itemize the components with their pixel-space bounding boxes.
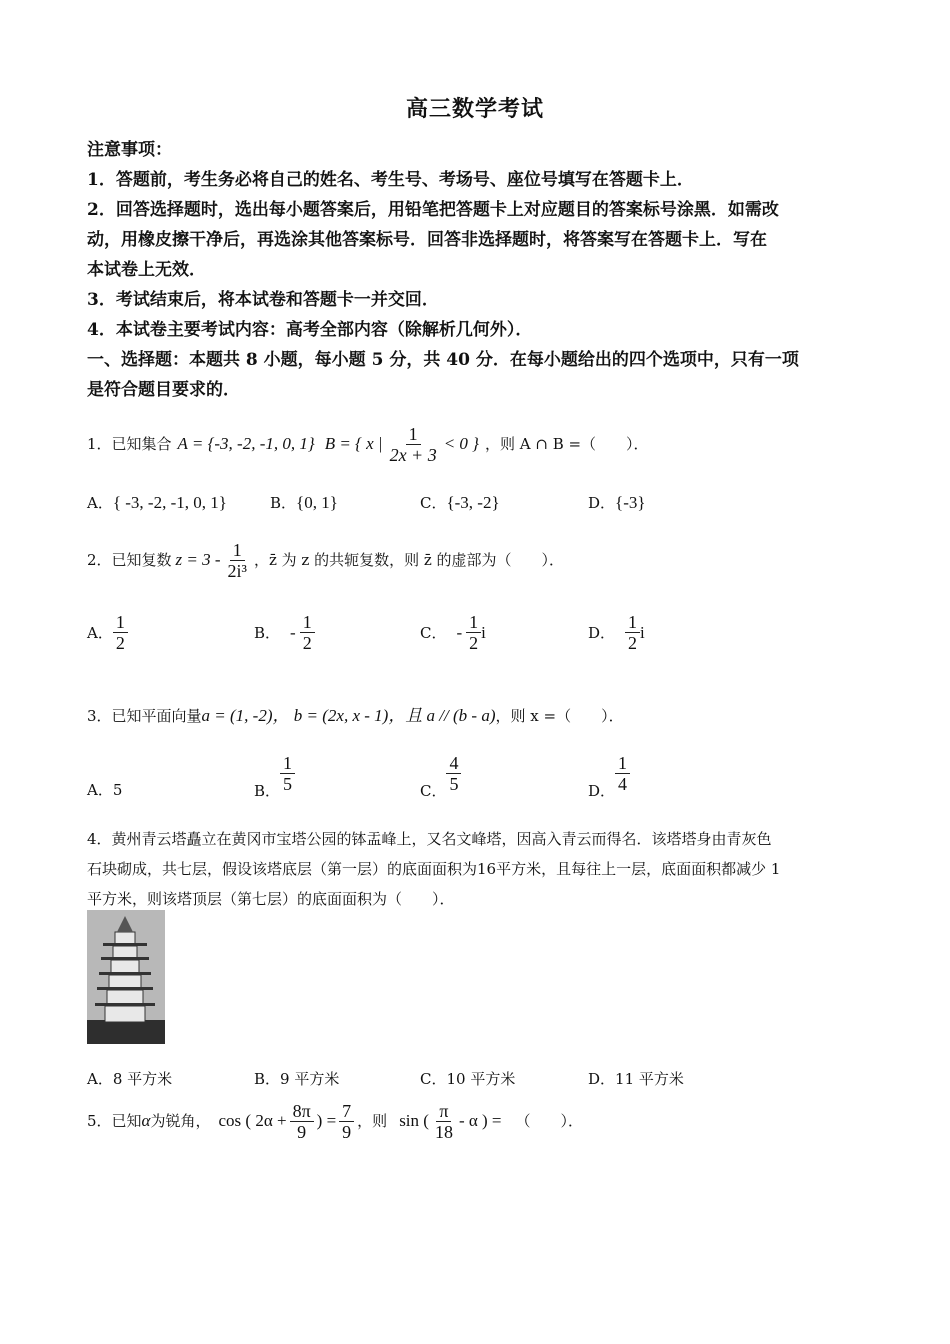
q1-set-b-fraction: [387, 424, 440, 465]
frac-den: 2: [302, 633, 312, 653]
section-heading: 是符合题目要求的．: [87, 380, 240, 400]
q5-suffix: （ ）．: [515, 1112, 584, 1130]
q2-frac-den: 2i³: [227, 560, 247, 581]
option-sign: -: [456, 622, 463, 642]
option-value: {0, 1}: [296, 493, 338, 512]
frac-den: 9: [342, 1121, 352, 1142]
q1-prefix: 1．已知集合: [87, 435, 172, 453]
pagoda-photo: [87, 910, 165, 1044]
option-label: D．: [588, 782, 616, 800]
q1-option-a[interactable]: [87, 492, 227, 513]
q1-set-b-right: < 0 }: [443, 434, 479, 453]
frac-den: 5: [283, 774, 293, 794]
option-fraction: [300, 612, 315, 653]
q2-option-d[interactable]: [588, 612, 645, 653]
frac-num: 7: [339, 1101, 354, 1122]
option-value: { -3, -2, -1, 0, 1}: [112, 493, 227, 512]
q3-condition: ，且 a // (b - a): [388, 706, 496, 725]
q5-cos-fraction: [290, 1101, 314, 1142]
q5-then: ，则: [357, 1112, 388, 1130]
option-tail: i: [481, 622, 486, 642]
q4-line: 平方米，则该塔顶层（第七层）的底面面积为（ ）．: [87, 890, 455, 908]
q1-frac-num: 1: [406, 424, 421, 445]
q3-prefix: 3．已知平面向量: [87, 707, 202, 725]
frac-den: 5: [449, 774, 459, 794]
q1-set-b-left: B = { x |: [324, 434, 383, 453]
q5-sin-left: sin (: [399, 1111, 429, 1130]
q4-option-c[interactable]: C．10 平方米: [420, 1070, 516, 1088]
q4-option-d[interactable]: D．11 平方米: [588, 1070, 684, 1088]
option-fraction: [615, 753, 630, 794]
q2-fraction: [225, 540, 250, 581]
page-title: 高三数学考试: [405, 96, 544, 122]
option-label: C．: [420, 624, 447, 642]
q5-value-fraction: [339, 1101, 354, 1142]
q1-suffix: ，则 A ∩ B =（ ）．: [484, 435, 649, 453]
question-1: [87, 422, 887, 466]
q4-line: 石块砌成，共七层，假设该塔底层（第一层）的底面面积为16平方米，且每往上一层，底面面积都减少 1: [87, 860, 781, 878]
q5-prefix: 5．已知: [87, 1112, 142, 1130]
q3-option-d[interactable]: [588, 746, 630, 801]
option-label: D．: [588, 624, 616, 642]
frac-num: 1: [615, 753, 630, 774]
frac-den: 18: [434, 1121, 453, 1142]
q5-sin-fraction: [432, 1101, 456, 1142]
option-tail: i: [640, 622, 645, 642]
q4-line: 4．黄州青云塔矗立在黄冈市宝塔公园的钵盂峰上，又名文峰塔，因高入青云而得名．该塔塔身由青灰色: [87, 830, 772, 848]
notice-item: 3．考试结束后，将本试卷和答题卡一并交回．: [87, 290, 439, 310]
notice-item: 2．回答选择题时，选出每小题答案后，用铅笔把答题卡上对应题目的答案标号涂黑．如需改: [87, 200, 779, 220]
frac-den: 2: [469, 633, 479, 653]
question-2: [87, 536, 887, 584]
pagoda-illustration: [87, 910, 165, 1044]
option-fraction: [625, 612, 640, 653]
frac-den: 2: [115, 633, 125, 653]
q3-option-a[interactable]: [87, 779, 122, 800]
notice-heading: 注意事项：: [87, 140, 172, 160]
frac-num: 8π: [290, 1101, 314, 1122]
q5-mid: 为锐角，: [150, 1112, 211, 1130]
frac-num: 1: [280, 753, 295, 774]
question-3: [87, 696, 887, 736]
option-label: C．: [420, 494, 447, 512]
option-fraction: [280, 753, 295, 794]
option-label: B．: [254, 782, 281, 800]
question-5: [87, 1096, 887, 1146]
q2-suffix: ，z̄ 为 z 的共轭复数，则 z̄ 的虚部为（ ）．: [253, 551, 565, 569]
option-fraction: [446, 753, 461, 794]
option-label: B．: [270, 494, 297, 512]
q5-cos-right: ) =: [316, 1111, 337, 1130]
q2-option-a[interactable]: [87, 612, 128, 653]
q3-vector-a: a = (1, -2): [201, 706, 273, 725]
option-label: A．: [87, 624, 113, 642]
q1-frac-den: 2x + 3: [389, 444, 437, 465]
frac-den: 4: [618, 774, 628, 794]
q3-option-c[interactable]: [420, 746, 461, 801]
q3-suffix: ，则 x =（ ）．: [495, 707, 624, 725]
option-label: C．: [420, 782, 447, 800]
option-label: B．: [254, 624, 281, 642]
option-fraction: [466, 612, 481, 653]
frac-num: π: [436, 1101, 451, 1122]
option-value: {-3}: [615, 493, 646, 512]
option-value: {-3, -2}: [446, 493, 500, 512]
q2-prefix: 2．已知复数: [87, 551, 172, 569]
frac-num: 4: [446, 753, 461, 774]
q2-expr: z = 3 -: [175, 550, 221, 569]
frac-num: 1: [466, 612, 481, 633]
q2-option-b[interactable]: [254, 612, 315, 653]
q2-frac-num: 1: [230, 540, 245, 561]
option-sign: -: [290, 622, 296, 642]
notice-item: 4．本试卷主要考试内容：高考全部内容（除解析几何外）．: [87, 320, 533, 340]
question-4: [87, 824, 877, 914]
notice-item: 本试卷上无效．: [87, 260, 206, 280]
q1-option-c[interactable]: [420, 492, 500, 513]
frac-den: 9: [297, 1121, 307, 1142]
q5-alpha: α: [141, 1111, 151, 1130]
section-heading: 一、选择题：本题共 8 小题，每小题 5 分，共 40 分．在每小题给出的四个选项中，只有一项: [87, 350, 799, 370]
q3-vector-b: ， b = (2x, x - 1): [272, 706, 389, 725]
notice-item: 动，用橡皮擦干净后，再选涂其他答案标号．回答非选择题时，将答案写在答题卡上．写在: [87, 230, 767, 250]
q5-sin-right: - α ) =: [458, 1111, 502, 1130]
q1-option-d[interactable]: [588, 492, 646, 513]
q4-option-b[interactable]: B．9 平方米: [254, 1070, 340, 1088]
notice-item: 1．答题前，考生务必将自己的姓名、考生号、考场号、座位号填写在答题卡上．: [87, 170, 694, 190]
q2-option-c[interactable]: [420, 612, 486, 653]
q1-option-b[interactable]: [270, 492, 338, 513]
frac-num: 1: [625, 612, 640, 633]
frac-num: 1: [113, 612, 128, 633]
q1-set-a: A = {-3, -2, -1, 0, 1}: [177, 434, 315, 453]
option-label: A．: [87, 781, 113, 799]
option-label: D．: [588, 494, 616, 512]
option-fraction: [113, 612, 128, 653]
q4-option-a[interactable]: A．8 平方米: [87, 1070, 173, 1088]
option-label: A．: [87, 494, 113, 512]
q3-option-b[interactable]: [254, 746, 295, 801]
frac-num: 1: [300, 612, 315, 633]
q5-cos-left: cos ( 2α +: [218, 1111, 287, 1130]
option-value: 5: [112, 781, 123, 799]
frac-den: 2: [628, 633, 638, 653]
